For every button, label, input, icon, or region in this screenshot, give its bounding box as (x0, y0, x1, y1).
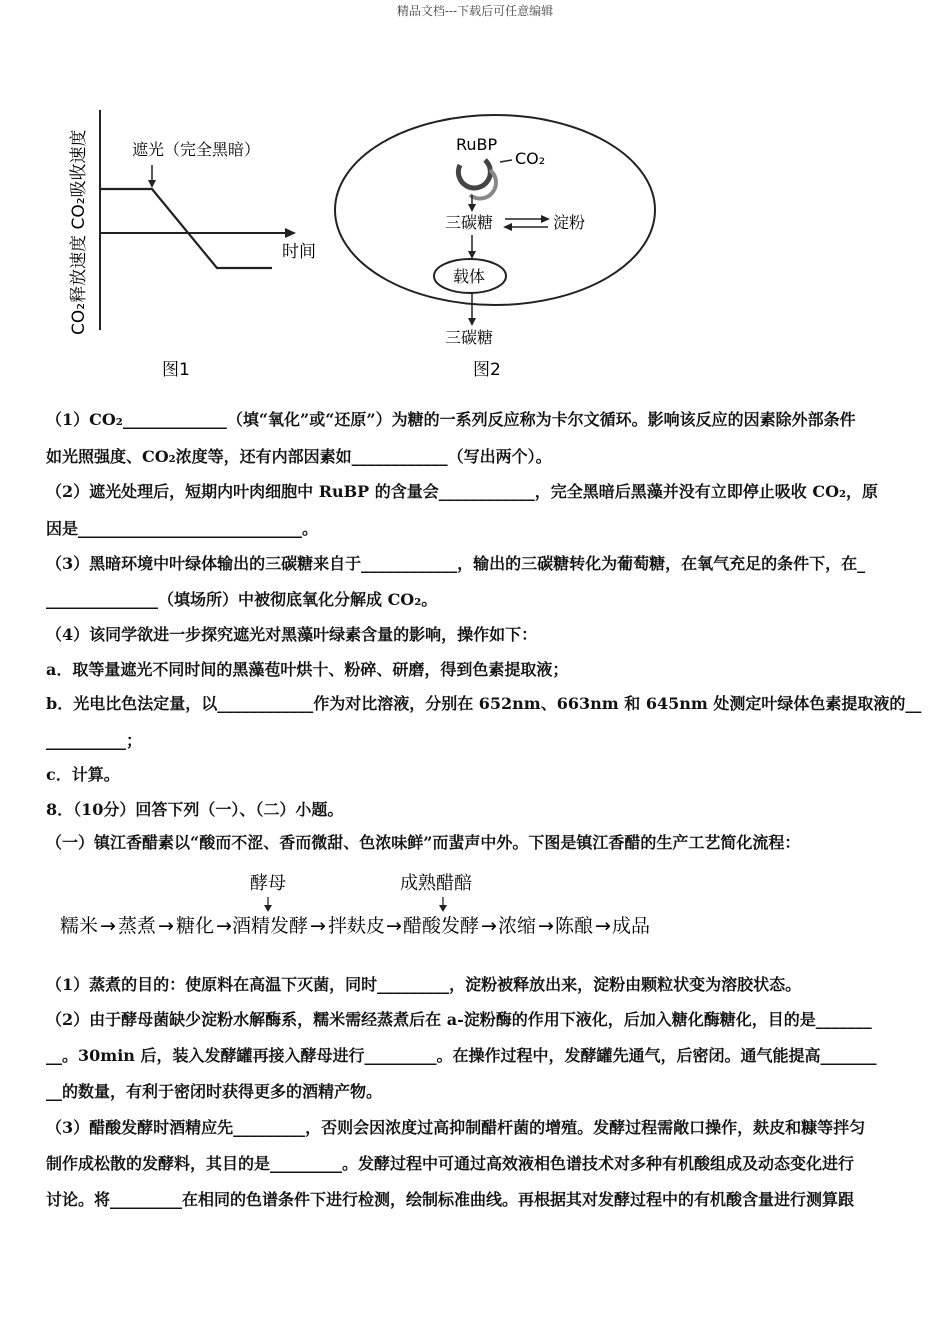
figures (60, 100, 680, 390)
question-line: __________； (46, 731, 143, 750)
flow-step: 成品 (612, 915, 651, 937)
figure2-triose: 三碳糖 (445, 213, 494, 232)
flow-arrow: → (538, 915, 554, 937)
question-line: __。30min 后，装入发酵罐再接入酵母进行_________。在操作过程中，发酵罐先通气，后密闭。通气能提高_______ (46, 1046, 877, 1065)
figure2-co2: CO₂ (515, 149, 546, 168)
flow-arrow: → (158, 915, 174, 937)
flow-step: 蒸煮 (118, 915, 157, 937)
question-line: c．计算。 (46, 765, 120, 784)
question-line: （1）蒸煮的目的：使原料在高温下灭菌，同时_________，淀粉被释放出来，淀粉由颗粒状变为溶胶状态。 (46, 975, 802, 994)
flow-arrow: → (310, 915, 326, 937)
question-line: 因是____________________________。 (46, 519, 319, 538)
figure2-diagram (335, 115, 655, 380)
figure2-caption: 图2 (473, 360, 501, 380)
question-line: 如光照强度、CO₂浓度等，还有内部因素如____________（写出两个）。 (46, 447, 552, 466)
flow-step: 酒精发酵 (232, 915, 309, 937)
question-line: （2）遮光处理后，短期内叶肉细胞中 RuBP 的含量会____________，完全黑暗后黑藻并没有立即停止吸收 CO₂，原 (46, 482, 879, 501)
figure2-triose-out: 三碳糖 (445, 328, 494, 347)
flow-arrow: → (386, 915, 402, 937)
flow-step: 糖化 (176, 915, 215, 937)
question-line: __的数量，有利于密闭时获得更多的酒精产物。 (46, 1082, 383, 1101)
question-line: （2）由于酵母菌缺少淀粉水解酶系，糯米需经蒸煮后在 a-淀粉酶的作用下液化，后加入糖化酶糖化，目的是_______ (46, 1010, 872, 1029)
figure1-y-label: CO₂释放速度 CO₂吸收速度 (69, 129, 89, 335)
question-line: a．取等量遮光不同时间的黑藻苞叶烘十、粉碎、研磨，得到色素提取液； (46, 660, 569, 679)
process-flow (60, 865, 680, 945)
question-line: 8．（10分）回答下列（一）、（二）小题。 (46, 800, 344, 819)
flow-step: 糯米 (60, 915, 99, 937)
figure2-starch: 淀粉 (553, 213, 586, 232)
flow-step: 醋酸发酵 (403, 915, 480, 937)
figure1-x-label: 时间 (282, 242, 316, 262)
question-line: （一）镇江香醋素以“酸而不涩、香而微甜、色浓味鲜”而蜚声中外。下图是镇江香醋的生产工艺简化流程： (46, 833, 801, 852)
figure1-graph (60, 100, 680, 390)
flow-step: 浓缩 (498, 915, 537, 937)
figure2-rubp: RuBP (456, 135, 498, 154)
question-line: 制作成松散的发酵料，其目的是_________。发酵过程中可通过高效液相色谱技术对多种有机酸组成及动态变化进行 (46, 1154, 855, 1173)
page-header: 精品文档---下载后可任意编辑 (396, 4, 554, 18)
figure1-caption: 图1 (162, 360, 190, 380)
question-line: 讨论。将_________在相同的色谱条件下进行检测，绘制标准曲线。再根据其对发酵过程中的有机酸含量进行测算跟 (46, 1190, 855, 1209)
question-line: ______________（填场所）中被彻底氧化分解成 CO₂。 (46, 590, 438, 609)
question-line: （1）CO₂_____________（填“氧化”或“还原”）为糖的一系列反应称为卡尔文循环。影响该反应的因素除外部条件 (46, 410, 856, 429)
flow-arrow: → (100, 915, 116, 937)
flow-label-yeast: 酵母 (250, 873, 286, 894)
question-line: b．光电比色法定量，以____________作为对比溶液，分别在 652nm、663nm 和 645nm 处测定叶绿体色素提取液的__ (46, 694, 922, 713)
flow-label-mature-vinegar: 成熟醋醅 (400, 873, 472, 894)
flow-step: 拌麸皮 (328, 915, 386, 937)
flow-step: 陈酿 (555, 915, 594, 937)
question-line: （4）该同学欲进一步探究遮光对黑藻叶绿素含量的影响，操作如下： (46, 625, 538, 644)
question-line: （3）醋酸发酵时酒精应先_________，否则会因浓度过高抑制醋杆菌的增殖。发酵过程需敞口操作，麸皮和糠等拌匀 (46, 1118, 866, 1137)
flow-arrow: → (595, 915, 611, 937)
flow-arrow: → (216, 915, 232, 937)
question-line: （3）黑暗环境中叶绿体输出的三碳糖来自于____________，输出的三碳糖转化为葡萄糖，在氧气充足的条件下，在_ (46, 554, 866, 573)
figure1-annotation: 遮光（完全黑暗） (132, 140, 261, 159)
flow-arrow: → (481, 915, 497, 937)
figure2-carrier: 载体 (453, 267, 486, 286)
